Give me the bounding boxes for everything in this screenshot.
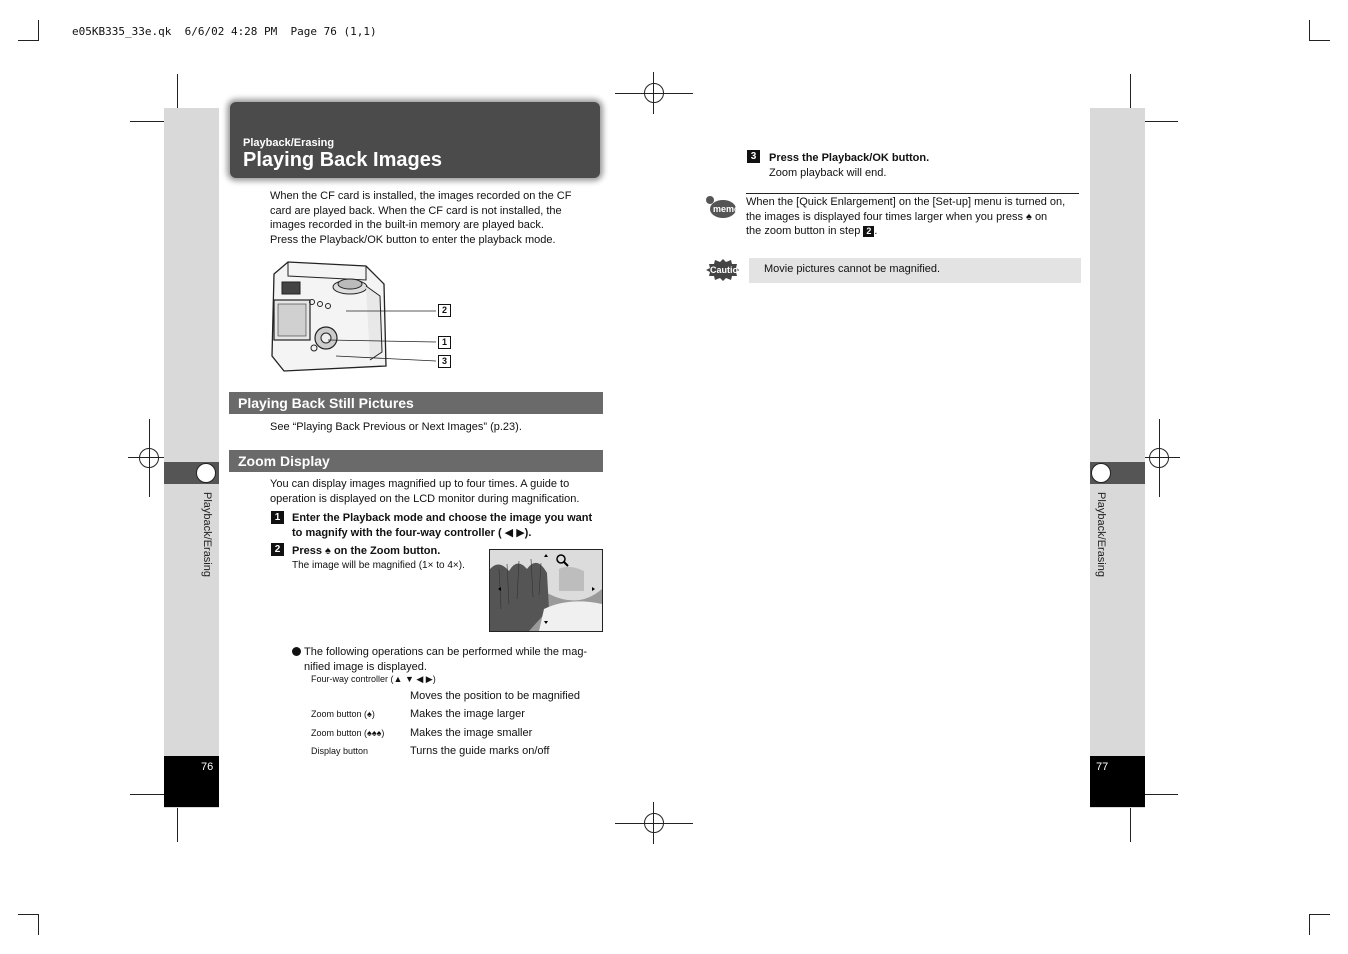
section-playing-back-still-pictures: Playing Back Still Pictures — [229, 392, 603, 414]
memo-rule — [746, 193, 1079, 194]
step-3-text — [769, 151, 929, 180]
callout-1: 1 — [438, 336, 451, 349]
op-four-way-desc: Moves the position to be magnified — [410, 690, 580, 702]
bullet-line: The following operations can be performed while the mag- — [304, 646, 588, 658]
callout-2: 2 — [438, 304, 451, 317]
left-page-number-box — [164, 756, 219, 807]
memo-step-ref: 2 — [863, 226, 874, 237]
step-1-line-pre: to magnify with the four-way controller ( — [292, 526, 502, 539]
memo-line-pre: the zoom button in step — [746, 225, 861, 237]
left-sidebar — [164, 108, 219, 808]
intro-paragraph — [270, 189, 571, 247]
caution-icon — [706, 259, 744, 281]
step-3-title: Press the Playback/OK button. — [769, 152, 930, 164]
op-zoom-out-key — [311, 728, 384, 738]
memo-line: When the [Quick Enlargement] on the [Set-up] menu is turned on, — [746, 196, 1066, 208]
memo-icon-label: memo — [713, 204, 740, 214]
section-zoom-display: Zoom Display — [229, 450, 603, 472]
intro-line: When the CF card is installed, the images recorded on the CF — [270, 190, 572, 202]
op-key-label: Zoom button ( — [311, 728, 368, 738]
step-1-line: Enter the Playback mode and choose the image you want — [292, 512, 593, 524]
step-1-number: 1 — [271, 511, 284, 524]
step-2-pre: Press — [292, 545, 322, 557]
op-key-label: Four-way controller ( — [311, 674, 394, 684]
step-2-line — [292, 544, 465, 559]
callout-3: 3 — [438, 355, 451, 368]
right-arrow-icon: ▶ — [516, 526, 525, 539]
intro-line: Press the Playback/OK button to enter the playback mode. — [270, 233, 556, 246]
op-zoom-out-desc: Makes the image smaller — [410, 727, 533, 739]
left-chapter-tab — [164, 462, 219, 484]
page-title: Playing Back Images — [243, 149, 442, 171]
registration-mark-bottom — [615, 802, 693, 844]
bullet-icon — [292, 647, 301, 656]
section1-reference: See “Playing Back Previous or Next Images” (p.23). — [270, 421, 522, 433]
right-side-tab-label: Playback/Erasing — [1095, 492, 1107, 577]
memo-line — [746, 224, 1065, 239]
caution-box — [749, 258, 1081, 283]
intro-line: images recorded in the built-in memory are played back. — [270, 219, 544, 231]
op-display-key: Display button — [311, 746, 369, 756]
operations-bullet — [304, 645, 587, 674]
step-3-sub: Zoom playback will end. — [769, 166, 887, 179]
op-zoom-in-desc: Makes the image larger — [410, 708, 525, 720]
zoom-tele-icon: ♠ — [367, 709, 372, 719]
camera-illustration — [266, 256, 456, 378]
op-display-desc: Turns the guide marks on/off — [410, 745, 550, 757]
memo-line-post: on — [1034, 210, 1048, 223]
bullet-line: nified image is displayed. — [304, 660, 427, 673]
left-arrow-icon: ◀ — [501, 526, 517, 539]
step-2-post: on the Zoom button. — [333, 545, 441, 557]
step-1-line — [292, 526, 592, 541]
right-sidebar — [1090, 108, 1145, 808]
step-2-sub: The image will be magnified (1× to 4×). — [292, 559, 465, 571]
zoom-intro — [270, 477, 579, 506]
right-page-number: 77 — [1096, 761, 1109, 773]
op-four-way-key — [311, 674, 436, 685]
zoom-intro-line: operation is displayed on the LCD monitor during magnification. — [270, 492, 580, 505]
magnified-image-thumbnail — [489, 549, 603, 632]
op-key-end: ) — [381, 728, 385, 738]
memo-line-pre: the images is displayed four times larger when you press — [746, 210, 1023, 223]
caution-text: Movie pictures cannot be magnified. — [764, 263, 941, 275]
step-3-number: 3 — [747, 150, 760, 163]
op-key-end: ) — [371, 709, 375, 719]
memo-icon — [706, 196, 740, 220]
zoom-wide-icon: ♠♠♠ — [367, 728, 382, 738]
chapter-header — [230, 102, 600, 178]
step-1-line-post: ). — [524, 526, 532, 539]
four-way-arrows-icon: ▲ ▼ ◀ ▶ — [393, 674, 433, 684]
intro-line: card are played back. When the CF card is not installed, the — [270, 204, 562, 217]
slug-line: e05KB335_33e.qk 6/6/02 4:28 PM Page 76 (1,1) — [72, 25, 377, 38]
right-chapter-tab — [1090, 462, 1145, 484]
memo-line — [746, 210, 1065, 225]
zoom-intro-line: You can display images magnified up to four times. A guide to — [270, 478, 570, 490]
op-key-end: ) — [432, 674, 436, 684]
left-side-tab-label: Playback/Erasing — [201, 492, 213, 577]
registration-mark-top — [615, 72, 693, 114]
step-2-text — [292, 544, 465, 573]
step-1-text — [292, 511, 592, 540]
right-page-number-box — [1090, 756, 1145, 807]
op-zoom-in-key — [311, 709, 375, 719]
header-category: Playback/Erasing — [243, 137, 335, 149]
memo-text — [746, 195, 1065, 239]
zoom-tele-icon: ♠ — [325, 545, 331, 557]
op-key-label: Zoom button ( — [311, 709, 368, 719]
memo-line-end: . — [874, 225, 878, 237]
step-2-number: 2 — [271, 543, 284, 556]
caution-icon-label: Caution — [710, 265, 744, 275]
left-page-number: 76 — [201, 761, 214, 773]
zoom-tele-icon: ♠ — [1026, 210, 1032, 223]
